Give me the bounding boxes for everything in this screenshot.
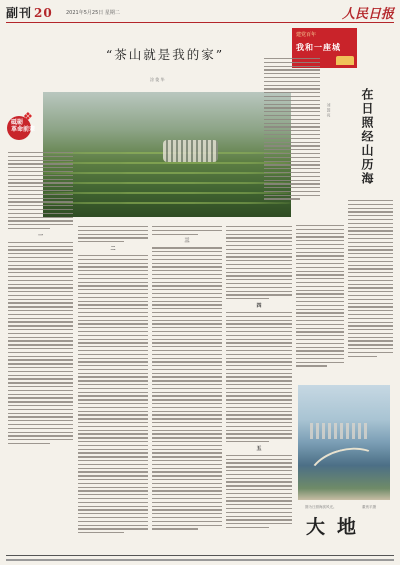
column-name-dadi: 大地 <box>306 516 369 538</box>
column-badge <box>5 110 43 144</box>
coastline-road <box>304 440 387 500</box>
side-article-author: 刘 国 亮 <box>327 103 332 117</box>
village-image <box>163 140 218 162</box>
photo-caption: 图为日照海滨风光。 <box>305 505 337 509</box>
section-mark: 二 <box>110 245 116 252</box>
side-article-col-2 <box>296 225 344 369</box>
section-mark: 一 <box>37 232 43 239</box>
city-skyline <box>310 423 370 439</box>
main-article-col-3 <box>152 226 222 532</box>
banner-main-text: 我和一座城 <box>296 42 341 52</box>
article-author: 涂 俊 华 <box>150 77 165 82</box>
masthead <box>6 4 394 23</box>
photo-credit: 董贵平摄 <box>362 505 376 509</box>
main-article-col-4 <box>226 226 292 531</box>
building-icon <box>336 56 354 65</box>
issue-date: 2021年5月25日 星期二 <box>66 10 120 16</box>
newspaper-logo: 人民日报 <box>341 7 394 22</box>
flame-icon: ❖ <box>23 110 33 123</box>
article-title: “茶山就是我的家” <box>105 47 225 62</box>
section-mark: 四 <box>256 302 262 309</box>
section-title: 副刊 20 <box>6 6 53 20</box>
tea-mountain-photo <box>43 92 291 217</box>
badge-text: 砥砺 革命前辈 <box>11 119 36 133</box>
main-article-col-2 <box>78 226 148 536</box>
banner-top-text: 建党百年 <box>296 32 317 38</box>
side-article-title: 在日照经山历海 <box>360 88 374 186</box>
main-article-col-1 <box>8 152 73 447</box>
section-mark: 五 <box>256 445 262 452</box>
section-mark: 三 <box>184 238 190 245</box>
page-footer <box>6 555 394 561</box>
rizhao-coast-photo <box>298 385 390 500</box>
page-number: 20 <box>34 6 53 20</box>
side-article-col-3 <box>348 200 393 359</box>
side-article-col-1 <box>264 58 320 202</box>
